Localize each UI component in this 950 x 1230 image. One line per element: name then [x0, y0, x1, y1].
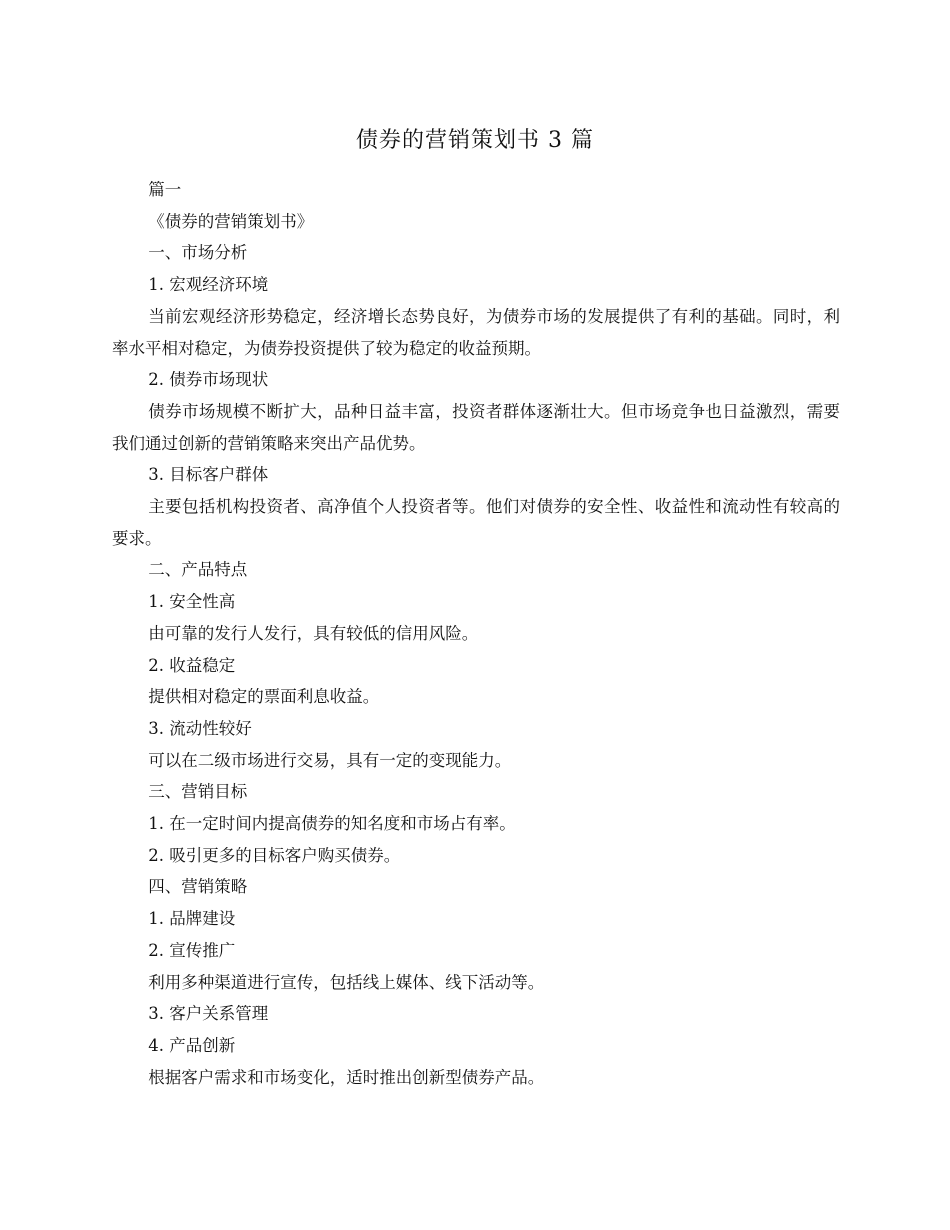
section-heading: 一、市场分析: [148, 243, 248, 263]
body-paragraph: 由可靠的发行人发行，具有较低的信用风险。: [148, 623, 479, 643]
document-title: 债券的营销策划书 3 篇: [356, 128, 594, 153]
section-heading: 三、营销目标: [148, 782, 248, 802]
subsection-heading: 3. 客户关系管理: [148, 1004, 269, 1024]
body-paragraph: 主要包括机构投资者、高净值个人投资者等。他们对债券的安全性、收益性和流动性有较高的要求。: [112, 497, 840, 548]
body-paragraph: 利用多种渠道进行宣传，包括线上媒体、线下活动等。: [148, 972, 545, 992]
section-label: 篇一: [148, 180, 182, 199]
subsection-heading: 1. 品牌建设: [148, 909, 236, 929]
document-body: [112, 174, 840, 1093]
list-item: 1. 在一定时间内提高债券的知名度和市场占有率。: [148, 814, 516, 834]
document-subtitle: 《债券的营销策划书》: [148, 211, 314, 231]
subsection-heading: 1. 安全性高: [148, 592, 236, 612]
body-paragraph: 根据客户需求和市场变化，适时推出创新型债券产品。: [148, 1067, 545, 1087]
subsection-heading: 4. 产品创新: [148, 1035, 236, 1055]
subsection-heading: 2. 宣传推广: [148, 940, 236, 960]
body-paragraph: 提供相对稳定的票面利息收益。: [148, 687, 380, 707]
subsection-heading: 3. 流动性较好: [148, 718, 252, 738]
body-paragraph: 可以在二级市场进行交易，具有一定的变现能力。: [148, 750, 512, 770]
subsection-heading: 2. 债券市场现状: [148, 370, 269, 390]
body-paragraph: 当前宏观经济形势稳定，经济增长态势良好，为债券市场的发展提供了有利的基础。同时，利率水平相对稳定，为债券投资提供了较为稳定的收益预期。: [112, 306, 840, 358]
body-paragraph: 债券市场规模不断扩大，品种日益丰富，投资者群体逐渐壮大。但市场竞争也日益激烈，需要我们通过创新的营销策略来突出产品优势。: [112, 401, 840, 453]
section-heading: 四、营销策略: [148, 877, 248, 897]
subsection-heading: 1. 宏观经济环境: [148, 275, 269, 295]
subsection-heading: 2. 收益稳定: [148, 655, 236, 675]
list-item: 2. 吸引更多的目标客户购买债券。: [148, 845, 401, 865]
section-heading: 二、产品特点: [148, 560, 248, 580]
subsection-heading: 3. 目标客户群体: [148, 465, 269, 485]
